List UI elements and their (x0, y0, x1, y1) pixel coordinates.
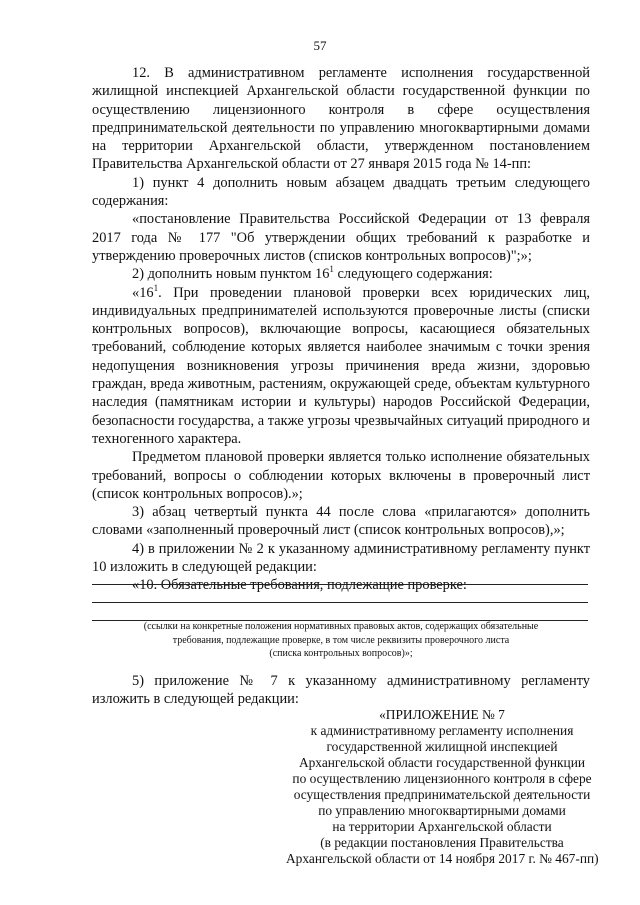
paragraph-sub-4: 4) в приложении № 2 к указанному административному регламенту пункт 10 изложить в следующей редакции: (92, 540, 590, 576)
point-16-prefix: «16 (132, 284, 154, 301)
appendix-line: на территории Архангельской области (332, 819, 552, 834)
point-16-superscript: 1 (153, 282, 159, 293)
appendix-line: осуществления предпринимательской деятельности (293, 787, 591, 802)
footnote-line: (списка контрольных вопросов)»; (269, 648, 413, 659)
document-body-continued (92, 672, 590, 709)
paragraph-sub-5: 5) приложение № 7 к указанному административному регламенту изложить в следующей редакции: (92, 673, 590, 708)
sub-2-text-before: 2) дополнить новым пунктом 16 (132, 266, 330, 283)
footnote-caption (92, 620, 590, 661)
point-16-text: . При проведении плановой проверки всех юридических лиц, индивидуальных предпринимателей используются проверочные листы (списки контрольных вопросов), включающие вопросы, касающиеся обязательных требований, соблюдение которых является наиболее значимым с точки зрения недопущения возникновения угрозы причинения вреда жизни, здоровью граждан, вреда животным, растениям, окружающей среде, объектам культурного наследия (памятникам истории и культуры) народов Российской Федерации, безопасности государства, а также угрозы чрезвычайных ситуаций природного и техногенного характера. (92, 284, 590, 447)
blank-line-1 (92, 584, 588, 585)
appendix-line: (в редакции постановления Правительства (320, 835, 564, 850)
appendix-line: по управлению многоквартирными домами (318, 803, 566, 818)
paragraph-sub-1-quote: «постановление Правительства Российской Федерации от 13 февраля 2017 года № 177 "Об утверждении общих требований к разработке и утверждению проверочных листов (списков контрольных вопросов)";»; (92, 211, 590, 264)
appendix-line: «ПРИЛОЖЕНИЕ № 7 (379, 707, 505, 722)
paragraph-sub-2 (92, 265, 590, 283)
page-number: 57 (313, 38, 327, 53)
paragraph-point-16-1 (92, 284, 590, 449)
appendix-line: государственной жилищной инспекцией (326, 739, 558, 754)
sub-2-superscript: 1 (329, 264, 334, 275)
sub-2-text-after: следующего содержания: (333, 266, 493, 283)
paragraph-item-10: «10. Обязательные требования, подлежащие проверке: (132, 577, 467, 594)
document-body (92, 64, 590, 595)
paragraph-sub-3: 3) абзац четвертый пункта 44 после слова «прилагаются» дополнить словами «заполненный проверочный лист (список контрольных вопросов),»; (92, 504, 590, 539)
footnote-line: (ссылки на конкретные положения нормативных правовых актов, содержащих обязательные (143, 621, 539, 632)
footnote-line: требования, подлежащие проверке, в том числе реквизиты проверочного листа (172, 634, 510, 646)
appendix-line: к административному регламенту исполнения (310, 723, 574, 738)
appendix-header (286, 707, 598, 867)
appendix-line: по осуществлению лицензионного контроля в сфере (292, 771, 592, 786)
paragraph-point-16-1-second: Предметом плановой проверки является только исполнение обязательных требований, вопросы о соблюдении которых включены в проверочный лист (список контрольных вопросов).»; (92, 449, 590, 502)
paragraph-item-12: 12. В административном регламенте исполнения государственной жилищной инспекцией Архангельской области государственной функции по осуществлению лицензионного контроля в сфере осуществления предпринимательской деятельности по управлению многоквартирными домами на территории Архангельской области, утвержденном постановлением Правительства Архангельской области от 27 января 2015 года № 14-пп: (92, 65, 590, 173)
blank-line-2 (92, 602, 588, 603)
appendix-line: Архангельской области от 14 ноября 2017 г. № 467-пп) (286, 851, 599, 866)
paragraph-sub-1: 1) пункт 4 дополнить новым абзацем двадцать третьим следующего содержания: (92, 174, 590, 210)
appendix-line: Архангельской области государственной функции (298, 755, 586, 770)
